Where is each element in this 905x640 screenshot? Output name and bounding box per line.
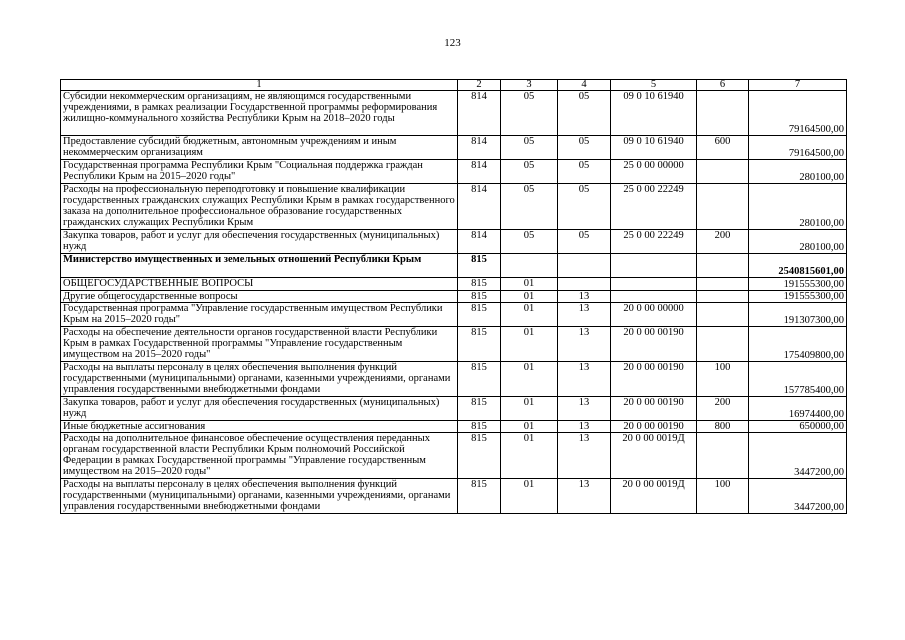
cell-subsection: 05 bbox=[558, 91, 611, 136]
table-row bbox=[61, 91, 847, 136]
cell-section: 01 bbox=[501, 303, 558, 327]
header-col-4: 4 bbox=[558, 80, 611, 91]
table-row bbox=[61, 160, 847, 184]
cell-amount: 191555300,00 bbox=[749, 291, 847, 303]
cell-subsection: 13 bbox=[558, 397, 611, 421]
table-row bbox=[61, 421, 847, 433]
cell-section: 05 bbox=[501, 91, 558, 136]
cell-amount: 79164500,00 bbox=[749, 91, 847, 136]
cell-grbs: 815 bbox=[458, 421, 501, 433]
cell-amount: 16974400,00 bbox=[749, 397, 847, 421]
cell-grbs: 815 bbox=[458, 254, 501, 278]
table-row bbox=[61, 433, 847, 479]
cell-grbs: 815 bbox=[458, 327, 501, 362]
cell-subsection: 13 bbox=[558, 479, 611, 514]
table-row bbox=[61, 254, 847, 278]
cell-target-article: 20 0 00 00000 bbox=[611, 303, 697, 327]
cell-amount: 79164500,00 bbox=[749, 136, 847, 160]
table-row bbox=[61, 327, 847, 362]
cell-name: Закупка товаров, работ и услуг для обеспечения государственных (муниципальных) нужд bbox=[61, 230, 458, 254]
cell-amount: 157785400,00 bbox=[749, 362, 847, 397]
cell-section: 05 bbox=[501, 136, 558, 160]
cell-name: Субсидии некоммерческим организациям, не являющимся государственными учреждениями, в рамках реализации Государственной программы реформирования жилищно-коммунального хозяйства Республики Крым на 2018–2020 годы bbox=[61, 91, 458, 136]
cell-section: 05 bbox=[501, 230, 558, 254]
cell-name: Расходы на дополнительное финансовое обеспечение осуществления переданных органам государственной власти Республики Крым полномочий Российской Федерации в рамках Государственной программы "Управление государственным имуществом на 2015–2020 годы" bbox=[61, 433, 458, 479]
cell-amount: 650000,00 bbox=[749, 421, 847, 433]
table-row bbox=[61, 136, 847, 160]
cell-amount: 280100,00 bbox=[749, 184, 847, 230]
table-row bbox=[61, 291, 847, 303]
header-col-1: 1 bbox=[61, 80, 458, 91]
cell-target-article: 20 0 00 00190 bbox=[611, 327, 697, 362]
cell-section: 01 bbox=[501, 278, 558, 291]
cell-name: Государственная программа "Управление государственным имуществом Республики Крым на 2015–2020 годы" bbox=[61, 303, 458, 327]
table-row bbox=[61, 303, 847, 327]
cell-target-article: 20 0 00 00190 bbox=[611, 397, 697, 421]
header-col-6: 6 bbox=[697, 80, 749, 91]
cell-expense-type bbox=[697, 91, 749, 136]
cell-section: 01 bbox=[501, 421, 558, 433]
cell-expense-type bbox=[697, 278, 749, 291]
cell-amount: 3447200,00 bbox=[749, 433, 847, 479]
cell-grbs: 815 bbox=[458, 303, 501, 327]
cell-grbs: 814 bbox=[458, 230, 501, 254]
cell-name: Расходы на выплаты персоналу в целях обеспечения выполнения функций государственными (муниципальными) органами, казенными учреждениями, органами управления государственными внебюджетными фондами bbox=[61, 479, 458, 514]
cell-amount: 280100,00 bbox=[749, 160, 847, 184]
cell-grbs: 815 bbox=[458, 433, 501, 479]
cell-target-article: 20 0 00 0019Д bbox=[611, 433, 697, 479]
cell-grbs: 815 bbox=[458, 278, 501, 291]
cell-name: Иные бюджетные ассигнования bbox=[61, 421, 458, 433]
cell-name: Другие общегосударственные вопросы bbox=[61, 291, 458, 303]
cell-grbs: 814 bbox=[458, 160, 501, 184]
header-col-7: 7 bbox=[749, 80, 847, 91]
cell-subsection: 13 bbox=[558, 433, 611, 479]
cell-target-article: 25 0 00 22249 bbox=[611, 230, 697, 254]
cell-subsection: 05 bbox=[558, 136, 611, 160]
cell-expense-type bbox=[697, 184, 749, 230]
cell-target-article bbox=[611, 291, 697, 303]
table-header-row bbox=[61, 80, 847, 91]
header-col-3: 3 bbox=[501, 80, 558, 91]
cell-expense-type bbox=[697, 254, 749, 278]
cell-target-article bbox=[611, 254, 697, 278]
cell-section: 01 bbox=[501, 327, 558, 362]
cell-grbs: 814 bbox=[458, 91, 501, 136]
cell-name: Государственная программа Республики Крым "Социальная поддержка граждан Республики Крым на 2015–2020 годы" bbox=[61, 160, 458, 184]
cell-name: Закупка товаров, работ и услуг для обеспечения государственных (муниципальных) нужд bbox=[61, 397, 458, 421]
cell-section: 01 bbox=[501, 479, 558, 514]
cell-subsection: 13 bbox=[558, 303, 611, 327]
cell-expense-type bbox=[697, 291, 749, 303]
cell-grbs: 815 bbox=[458, 479, 501, 514]
cell-amount: 191307300,00 bbox=[749, 303, 847, 327]
cell-subsection: 13 bbox=[558, 327, 611, 362]
cell-expense-type bbox=[697, 160, 749, 184]
table-row bbox=[61, 397, 847, 421]
table-row bbox=[61, 479, 847, 514]
cell-amount: 3447200,00 bbox=[749, 479, 847, 514]
cell-amount: 175409800,00 bbox=[749, 327, 847, 362]
cell-amount: 2540815601,00 bbox=[749, 254, 847, 278]
cell-expense-type: 100 bbox=[697, 479, 749, 514]
table-row bbox=[61, 362, 847, 397]
cell-name: Расходы на обеспечение деятельности органов государственной власти Республики Крым в рамках Государственной программы "Управление государственным имуществом на 2015–2020 годы" bbox=[61, 327, 458, 362]
cell-name: Министерство имущественных и земельных отношений Республики Крым bbox=[61, 254, 458, 278]
cell-subsection: 05 bbox=[558, 160, 611, 184]
header-col-5: 5 bbox=[611, 80, 697, 91]
cell-section: 01 bbox=[501, 397, 558, 421]
cell-subsection bbox=[558, 254, 611, 278]
cell-subsection bbox=[558, 278, 611, 291]
cell-section: 01 bbox=[501, 433, 558, 479]
cell-grbs: 815 bbox=[458, 362, 501, 397]
cell-expense-type: 800 bbox=[697, 421, 749, 433]
cell-expense-type: 200 bbox=[697, 230, 749, 254]
cell-grbs: 815 bbox=[458, 291, 501, 303]
cell-target-article: 09 0 10 61940 bbox=[611, 91, 697, 136]
cell-amount: 191555300,00 bbox=[749, 278, 847, 291]
cell-section bbox=[501, 254, 558, 278]
cell-name: Расходы на профессиональную переподготовку и повышение квалификации государственных гражданских служащих Республики Крым в рамках государственного заказа на дополнительное профессиональное образование государственных гражданских служащих Республики Крым bbox=[61, 184, 458, 230]
cell-subsection: 13 bbox=[558, 421, 611, 433]
cell-target-article: 09 0 10 61940 bbox=[611, 136, 697, 160]
cell-section: 01 bbox=[501, 291, 558, 303]
cell-amount: 280100,00 bbox=[749, 230, 847, 254]
cell-expense-type bbox=[697, 327, 749, 362]
page-number: 123 bbox=[444, 37, 461, 49]
cell-target-article: 25 0 00 00000 bbox=[611, 160, 697, 184]
cell-subsection: 13 bbox=[558, 362, 611, 397]
table-row bbox=[61, 230, 847, 254]
cell-name: ОБЩЕГОСУДАРСТВЕННЫЕ ВОПРОСЫ bbox=[61, 278, 458, 291]
cell-grbs: 814 bbox=[458, 184, 501, 230]
cell-name: Предоставление субсидий бюджетным, автономным учреждениям и иным некоммерческим организациям bbox=[61, 136, 458, 160]
cell-target-article: 25 0 00 22249 bbox=[611, 184, 697, 230]
cell-expense-type: 200 bbox=[697, 397, 749, 421]
cell-expense-type bbox=[697, 303, 749, 327]
cell-name: Расходы на выплаты персоналу в целях обеспечения выполнения функций государственными (муниципальными) органами, казенными учреждениями, органами управления государственными внебюджетными фондами bbox=[61, 362, 458, 397]
cell-target-article bbox=[611, 278, 697, 291]
cell-expense-type: 600 bbox=[697, 136, 749, 160]
cell-target-article: 20 0 00 00190 bbox=[611, 421, 697, 433]
table-row bbox=[61, 278, 847, 291]
cell-section: 05 bbox=[501, 160, 558, 184]
cell-section: 05 bbox=[501, 184, 558, 230]
cell-target-article: 20 0 00 0019Д bbox=[611, 479, 697, 514]
budget-table bbox=[60, 79, 847, 514]
cell-expense-type bbox=[697, 433, 749, 479]
header-col-2: 2 bbox=[458, 80, 501, 91]
cell-grbs: 815 bbox=[458, 397, 501, 421]
cell-expense-type: 100 bbox=[697, 362, 749, 397]
cell-grbs: 814 bbox=[458, 136, 501, 160]
cell-section: 01 bbox=[501, 362, 558, 397]
cell-subsection: 13 bbox=[558, 291, 611, 303]
cell-subsection: 05 bbox=[558, 230, 611, 254]
table-row bbox=[61, 184, 847, 230]
cell-subsection: 05 bbox=[558, 184, 611, 230]
cell-target-article: 20 0 00 00190 bbox=[611, 362, 697, 397]
